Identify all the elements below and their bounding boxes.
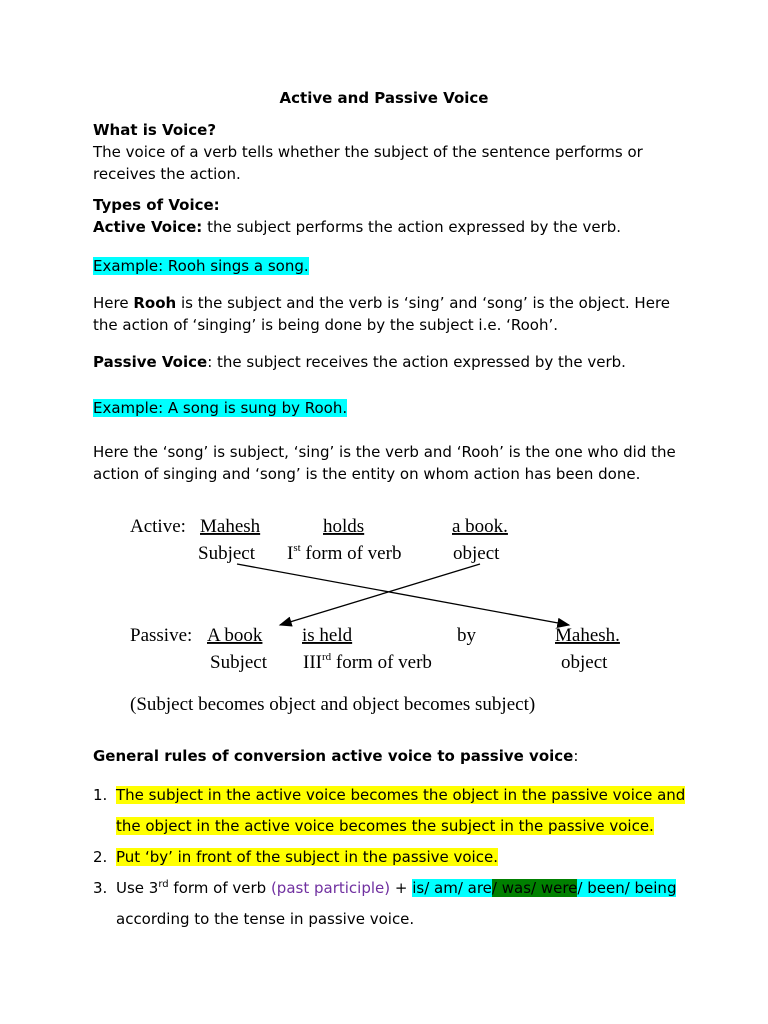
active-example [93,255,683,277]
passive-voice-definition [93,351,683,373]
third-form-prefix: III [303,652,322,673]
diagram-passive-subject: A book [207,625,263,646]
voice-conversion-diagram [125,508,645,723]
list-item [93,780,693,842]
active-voice-definition [93,216,683,238]
active-example-text: Example: Rooh sings a song. [93,257,309,275]
active-expl-part: Here [93,294,134,312]
subject-to-object-arrow [237,564,569,625]
first-form-prefix: I [287,543,294,564]
rule-3-use: Use 3 [116,879,159,897]
rule-3-highlight-cyan: is/ am/ are [412,879,492,897]
rule-3-sup: rd [158,879,169,890]
active-expl-part: is the subject and the verb is ‘sing’ and ‘song’ is the object. Here the action of ‘singing’ is being done by the subject i.e. ‘Rooh’. [93,294,671,334]
diagram-role-object-2: object [561,652,608,673]
diagram-passive-by: by [457,625,476,646]
diagram-caption: (Subject becomes object and object becomes subject) [130,694,536,715]
rules-heading [93,745,683,767]
active-explanation [93,292,683,336]
types-heading: Types of Voice: [93,196,220,214]
rule-3-form: form of verb [168,879,271,897]
diagram-first-form [287,542,401,564]
rule-1-line-2: the object in the active voice becomes the subject in the passive voice. [116,817,654,835]
diagram-active-subject: Mahesh [200,516,261,537]
active-voice-label: Active Voice: [93,218,203,236]
page-title: Active and Passive Voice [279,89,489,107]
passive-example [93,397,683,419]
diagram-passive-verb: is held [302,625,353,646]
passive-example-text: Example: A song is sung by Rooh. [93,399,348,417]
diagram-role-object: object [453,543,500,564]
rule-3-plus: + [390,879,413,897]
types-of-voice-section [93,194,683,238]
rules-heading-colon: : [573,747,579,765]
active-voice-text: the subject performs the action expressed by the verb. [202,218,622,236]
list-item-number: 1. [93,786,108,804]
rule-1-line-1: The subject in the active voice becomes the object in the passive voice and [116,786,686,804]
third-form-sup: rd [321,651,332,663]
list-item-number: 2. [93,848,108,866]
passive-voice-label: Passive Voice [93,353,208,371]
passive-voice-text: : the subject receives the action expressed by the verb. [207,353,626,371]
what-is-voice-section [93,119,683,185]
diagram-active-label: Active: [130,516,186,537]
rule-3-highlight-green: / was/ were [491,879,578,897]
rule-3-highlight-cyan-2: / been/ being [577,879,677,897]
passive-explanation: Here the ‘song’ is subject, ‘sing’ is the verb and ‘Rooh’ is the one who did the action of singing and ‘song’ is the entity on whom action has been done. [93,443,676,483]
first-form-suffix: form of verb [300,543,402,564]
diagram-passive-label: Passive: [130,625,193,646]
first-form-sup: st [293,542,301,554]
diagram-active-verb: holds [323,516,365,537]
third-form-suffix: form of verb [331,652,432,673]
list-item-text [116,873,691,935]
rules-heading-text: General rules of conversion active voice to passive voice [93,747,574,765]
list-item-text [116,780,691,842]
diagram-third-form [303,651,432,673]
what-is-voice-text: The voice of a verb tells whether the subject of the sentence performs or receives the action. [93,143,643,183]
diagram-role-subject: Subject [198,543,255,564]
rule-2-text: Put ‘by’ in front of the subject in the passive voice. [116,848,498,866]
object-to-subject-arrow [280,564,480,625]
diagram-passive-object: Mahesh. [555,625,620,646]
rule-3-line-2: according to the tense in passive voice. [116,910,415,928]
list-item [93,873,693,935]
diagram-role-subject-2: Subject [210,652,267,673]
list-item [93,842,693,873]
rule-3-past-participle: (past participle) [270,879,391,897]
list-item-number: 3. [93,879,108,897]
what-is-voice-heading: What is Voice? [93,121,217,139]
active-expl-bold: Rooh [133,294,177,312]
diagram-active-object: a book. [452,516,508,537]
list-item-text [116,842,691,873]
